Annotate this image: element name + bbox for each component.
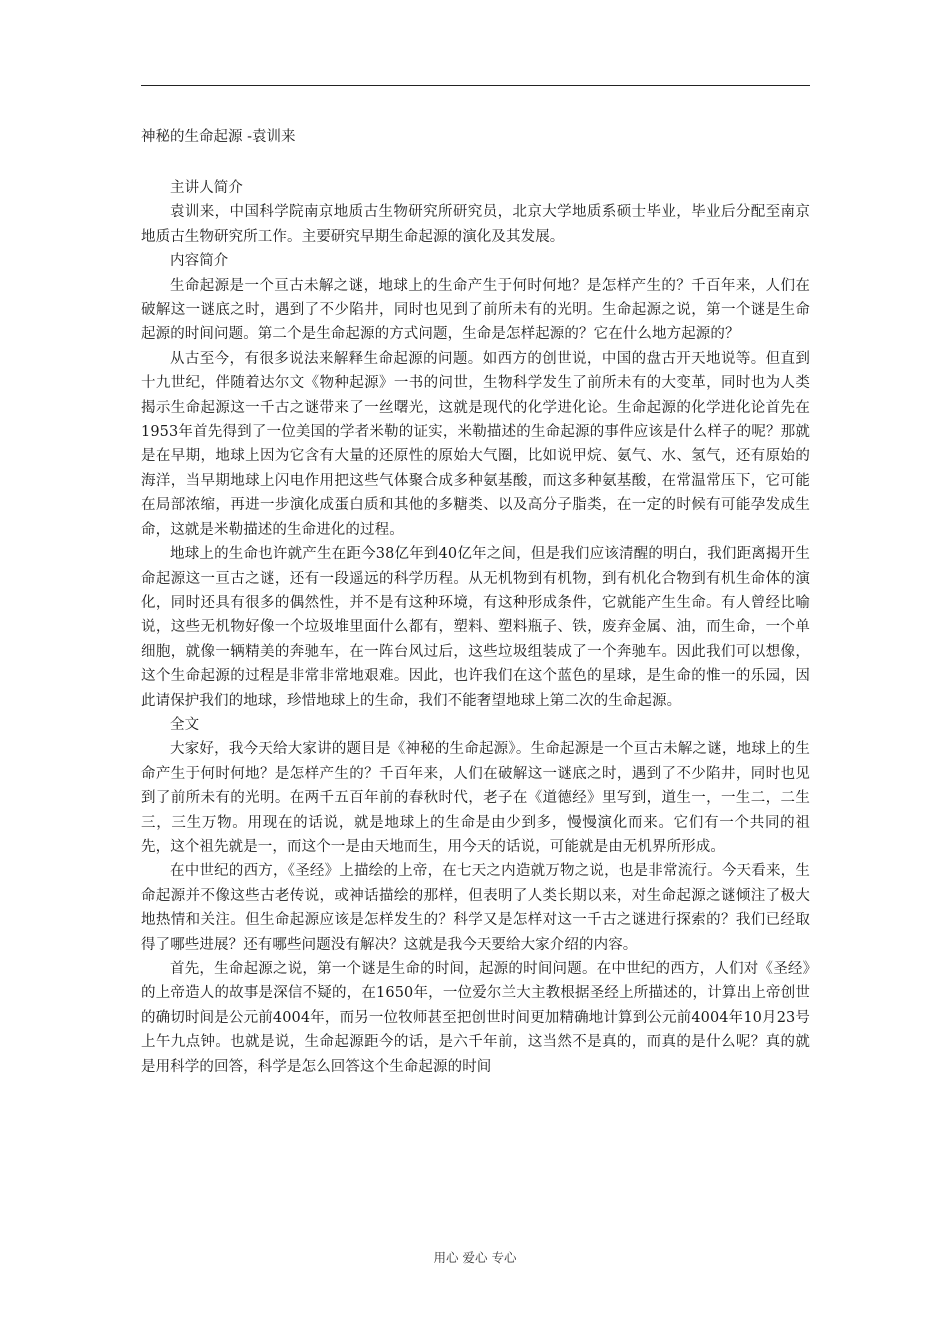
document-body (141, 176, 810, 1079)
header-rule (141, 85, 810, 86)
paragraph-summary-1: 生命起源是一个亘古未解之谜，地球上的生命产生于何时何地？是怎样产生的？千百年来，人们在破解这一谜底之时，遇到了不少陷井，同时也见到了前所未有的光明。生命起源之说，第一个谜是生命起源的时间问题。第二个是生命起源的方式问题，生命是怎样起源的？它在什么地方起源的？ (141, 277, 810, 343)
section-heading-fulltext: 全文 (170, 716, 200, 733)
paragraph-summary-3: 地球上的生命也许就产生在距今38亿年到40亿年之间，但是我们应该清醒的明白，我们距离揭开生命起源这一亘古之谜，还有一段遥远的科学历程。从无机物到有机物，到有机化合物到有机生命体的演化，同时还具有很多的偶然性，并不是有这种环境，有这种形成条件，它就能产生生命。有人曾经比喻说，这些无机物好像一个垃圾堆里面什么都有，塑料、塑料瓶子、铁，废弃金属、油，而生命，一个单细胞，就像一辆精美的奔驰车，在一阵台风过后，这些垃圾组装成了一个奔驰车。因此我们可以想像，这个生命起源的过程是非常非常地艰难。因此，也许我们在这个蓝色的星球，是生命的惟一的乐园，因此请保护我们的地球，珍惜地球上的生命，我们不能奢望地球上第二次的生命起源。 (141, 546, 810, 709)
document-title: 神秘的生命起源 -袁训来 (141, 129, 296, 145)
paragraph-speaker-bio: 袁训来，中国科学院南京地质古生物研究所研究员，北京大学地质系硕士毕业，毕业后分配至南京地质古生物研究所工作。主要研究早期生命起源的演化及其发展。 (141, 204, 810, 245)
paragraph-fulltext-3: 首先，生命起源之说，第一个谜是生命的时间，起源的时间问题。在中世纪的西方，人们对《圣经》的上帝造人的故事是深信不疑的，在1650年，一位爱尔兰大主教根据圣经上所描述的，计算出上帝创世的确切时间是公元前4004年，而另一位牧师甚至把创世时间更加精确地计算到公元前4004年10月23号上午九点钟。也就是说，生命起源距今的话，是六千年前，这当然不是真的，而真的是什么呢？真的就是用科学的回答，科学是怎么回答这个生命起源的时间 (141, 961, 810, 1075)
paragraph-fulltext-2: 在中世纪的西方，《圣经》上描绘的上帝，在七天之内造就万物之说，也是非常流行。今天看来，生命起源并不像这些古老传说，或神话描绘的那样，但表明了人类长期以来，对生命起源之谜倾注了极大地热情和关注。但生命起源应该是怎样发生的？科学又是怎样对这一千古之谜进行探索的？我们已经取得了哪些进展？还有哪些问题没有解决？这就是我今天要给大家介绍的内容。 (141, 863, 810, 953)
paragraph-summary-2: 从古至今，有很多说法来解释生命起源的问题。如西方的创世说，中国的盘古开天地说等。但直到十九世纪，伴随着达尔文《物种起源》一书的问世，生物科学发生了前所未有的大变革，同时也为人类揭示生命起源这一千古之谜带来了一丝曙光，这就是现代的化学进化论。生命起源的化学进化论首先在1953年首先得到了一位美国的学者米勒的证实，米勒描述的生命起源的事件应该是什么样子的呢？那就是在早期，地球上因为它含有大量的还原性的原始大气圈，比如说甲烷、氨气、水、氢气，还有原始的海洋，当早期地球上闪电作用把这些气体聚合成多种氨基酸，而这多种氨基酸，在常温常压下，它可能在局部浓缩，再进一步演化成蛋白质和其他的多糖类、以及高分子脂类，在一定的时候有可能孕发成生命，这就是米勒描述的生命进化的过程。 (141, 350, 810, 538)
section-heading-speaker: 主讲人简介 (170, 180, 243, 196)
page-footer: 用心 爱心 专心 (433, 1250, 517, 1265)
paragraph-fulltext-1: 大家好，我今天给大家讲的题目是《神秘的生命起源》。生命起源是一个亘古未解之谜，地球上的生命产生于何时何地？是怎样产生的？千百年来，人们在破解这一谜底之时，遇到了不少陷井，同时也见到了前所未有的光明。在两千五百年前的春秋时代，老子在《道德经》里写到，道生一，一生二，二生三，三生万物。用现在的话说，就是地球上的生命是由少到多，慢慢演化而来。它们有一个共同的祖先，这个祖先就是一，而这个一是由天地而生，用今天的话说，可能就是由无机界所形成。 (141, 741, 810, 855)
section-heading-summary: 内容简介 (170, 253, 229, 270)
